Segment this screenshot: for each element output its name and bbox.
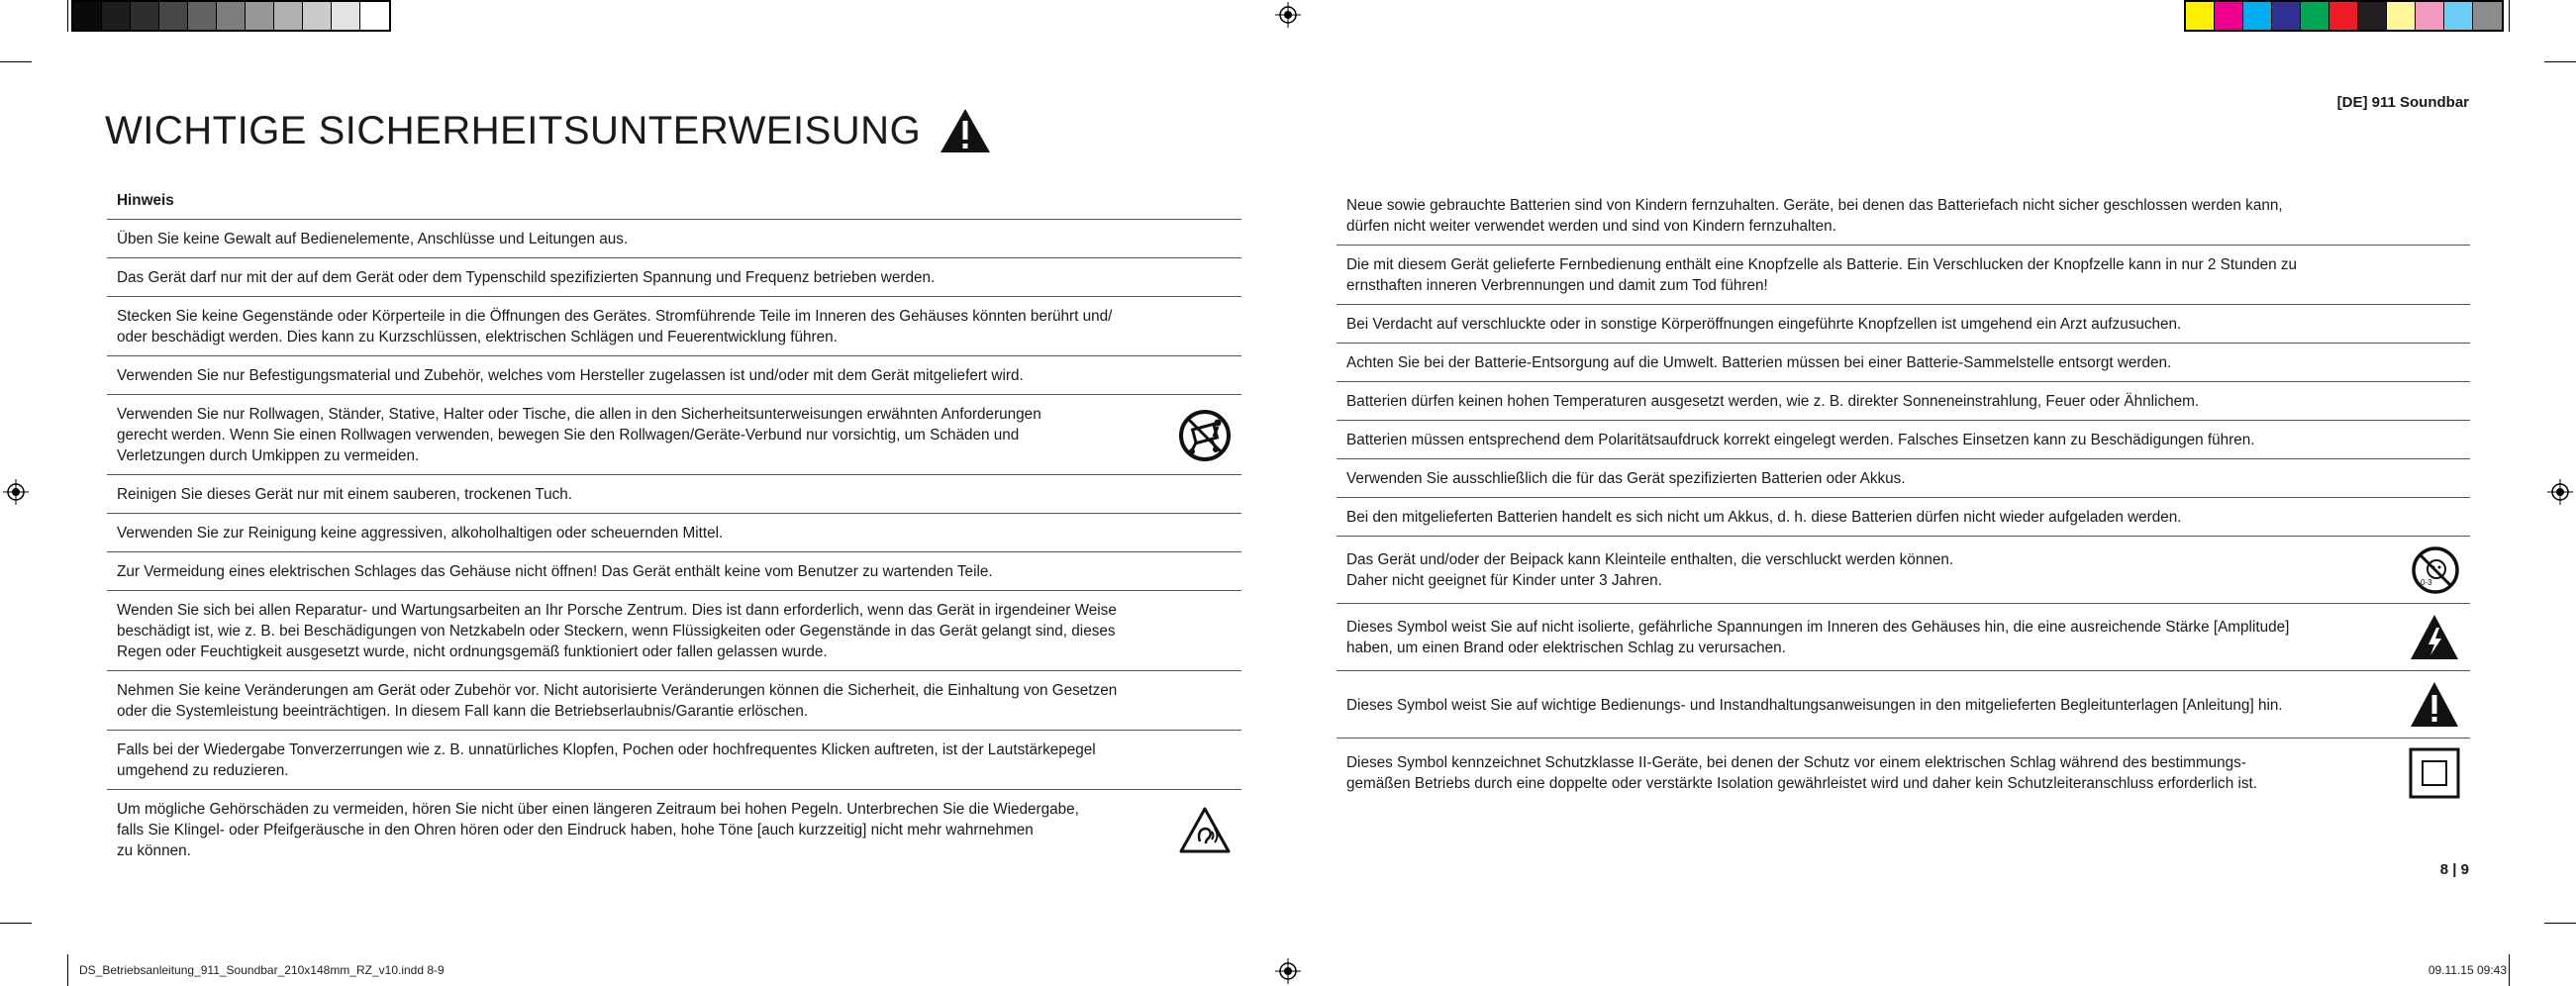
table-row [1337,739,2470,807]
row-text: Dieses Symbol weist Sie auf nicht isolierte, gefährliche Spannungen im Inneren des Gehäuses hin, die eine ausreichende Stärke [Amplitude] haben, um einen Brand oder elektrischen Schlag zu verursachen. [1346,619,2290,656]
crop-mark [0,923,32,924]
color-swatch [2387,2,2416,30]
table-row [107,514,1241,552]
print-file-slug: DS_Betriebsanleitung_911_Soundbar_210x148mm_RZ_v10.indd 8-9 [79,963,445,977]
row-text: Verwenden Sie nur Befestigungsmaterial und Zubehör, welches vom Hersteller zugelassen ist und/oder mit dem Gerät mitgeliefert wird. [117,367,1024,384]
row-text: Bei Verdacht auf verschluckte oder in sonstige Körperöffnungen eingeführte Knopfzellen ist umgehend ein Arzt aufzusuchen. [1346,316,2182,333]
row-text: Neue sowie gebrauchte Batterien sind von Kindern fernzuhalten. Geräte, bei denen das Batteriefach nicht sicher geschlossen werden kann, dürfen nicht weiter verwendet werden und sind von Kindern fernzuhalten. [1346,197,2283,235]
page-title [105,107,992,154]
row-text: Das Gerät darf nur mit der auf dem Gerät oder dem Typenschild spezifizierten Spannung und Frequenz betrieben werden. [117,269,936,286]
gray-swatch-strip [71,0,391,32]
print-date-stamp: 09.11.15 09:43 [2427,963,2507,977]
color-swatch [2358,2,2387,30]
table-row [1337,186,2470,246]
crop-mark [2509,0,2510,32]
table-row [107,731,1241,790]
color-swatch [246,2,274,30]
crop-mark [2544,923,2576,924]
row-text: Verwenden Sie zur Reinigung keine aggressiven, alkoholhaltigen oder scheuernden Mittel. [117,525,724,542]
table-row [1337,382,2470,421]
table-row [107,790,1241,869]
row-text: Reinigen Sie dieses Gerät nur mit einem sauberen, trockenen Tuch. [117,486,573,503]
age-symbol-label: 0-3 [2421,578,2432,587]
row-text: Verwenden Sie ausschließlich die für das Gerät spezifizierten Batterien oder Akkus. [1346,470,1906,487]
color-swatch [2329,2,2358,30]
row-text: Üben Sie keine Gewalt auf Bedienelemente, Anschlüsse und Leitungen aus. [117,231,629,247]
hearing-damage-warning-icon [1178,806,1232,855]
warning-exclamation-icon [2409,680,2460,730]
crop-mark [2544,61,2576,62]
registration-mark-icon [1275,2,1301,28]
row-text: Batterien müssen entsprechend dem Polaritätsaufdruck korrekt eingelegt werden. Falsches Einsetzen kann zu Beschädigungen führen. [1346,432,2255,448]
document-header-label: [DE] 911 Soundbar [2336,94,2469,111]
color-swatch [2243,2,2272,30]
table-row [107,220,1241,258]
color-swatch [159,2,188,30]
row-text: Batterien dürfen keinen hohen Temperaturen ausgesetzt werden, wie z. B. direkter Sonneneinstrahlung, Feuer oder Ähnlichem. [1346,393,2200,410]
color-swatch [188,2,217,30]
table-row [107,552,1241,591]
table-row [1337,344,2470,382]
color-swatch-strip [2184,0,2504,32]
row-text: Um mögliche Gehörschäden zu vermeiden, hören Sie nicht über einen längeren Zeitraum bei hohen Pegeln. Unterbrechen Sie die Wiedergabe, falls Sie Klingel- oder Pfeifgeräusche in den Ohren hören oder den Eindruck haben, hohe Töne [auch kurzzeitig] nicht mehr wahrnehmen zu können. [117,801,1079,859]
color-swatch [217,2,246,30]
row-text: Dieses Symbol weist Sie auf wichtige Bedienungs- und Instandhaltungsanweisungen in den mitgelieferten Begleitunterlagen [Anleitung] hin. [1346,696,2283,714]
row-text: Wenden Sie sich bei allen Reparatur- und Wartungsarbeiten an Ihr Porsche Zentrum. Dies ist dann erforderlich, wenn das Gerät in irgendeiner Weise beschädigt ist, wie z. B. bei Beschädigungen von Netzkabeln oder Steckern, wenn Flüssigkeiten oder Gegenstände in das Gerät gelangt sind, dieses Regen oder Feuchtigkeit ausgesetzt wurde, nicht ordnungsgemäß funktioniert oder fallen gelassen wurde. [117,602,1117,660]
table-row [1337,537,2470,604]
row-text: Dieses Symbol kennzeichnet Schutzklasse II-Geräte, bei denen der Schutz vor einem elektrischen Schlag während des bestimmungs- gemäßen Betriebs durch eine doppelte oder verstärkte Isolation gewährleistet wird und daher kein Schutzleiteranschluss erforderlich ist. [1346,754,2258,792]
table-row [107,395,1241,475]
crop-mark [2509,954,2510,986]
safety-notes-table-left [107,186,1241,869]
warning-icon [939,107,992,154]
electric-shock-warning-icon [2409,613,2460,662]
row-text: Das Gerät und/oder der Beipack kann Kleinteile enthalten, die verschluckt werden können. Daher nicht geeignet für Kinder unter 3 Jahren. [1346,551,1954,589]
cart-tip-over-warning-icon [1178,409,1232,462]
row-text: Falls bei der Wiedergabe Tonverzerrungen wie z. B. unnatürliches Klopfen, Pochen oder hochfrequentes Klicken auftreten, ist der Lautstärkepegel umgehend zu reduzieren. [117,741,1096,779]
row-text: Verwenden Sie nur Rollwagen, Ständer, Stative, Halter oder Tische, die allen in den Sicherheitsunterweisungen erwähnten Anforderungen gerecht werden. Wenn Sie einen Rollwagen verwenden, bewegen Sie den Rollwagen/Geräte-Verbund nur vorsichtig, um Schäden und Verletzungen durch Umkippen zu vermeiden. [117,406,1041,464]
crop-mark [67,954,68,986]
table-row [107,297,1241,356]
table-row [1337,498,2470,537]
color-swatch [2272,2,2301,30]
table-row [107,671,1241,731]
registration-mark-icon [1275,958,1301,984]
color-swatch [303,2,332,30]
color-swatch [2416,2,2444,30]
table-row [1337,671,2470,739]
color-swatch [2301,2,2329,30]
safety-notes-table-right [1337,186,2470,807]
row-text: Nehmen Sie keine Veränderungen am Gerät oder Zubehör vor. Nicht autorisierte Veränderungen können die Sicherheit, die Einhaltung von Gesetzen oder die Systemleistung beeinträchtigen. In diesem Fall kann die Betriebserlaubnis/Garantie erlöschen. [117,682,1118,720]
row-text: Achten Sie bei der Batterie-Entsorgung auf die Umwelt. Batterien müssen bei einer Batterie-Sammelstelle entsorgt werden. [1346,354,2172,371]
color-swatch [2215,2,2243,30]
color-swatch [2444,2,2473,30]
color-swatch [102,2,131,30]
table-row [107,475,1241,514]
color-swatch [360,2,389,30]
registration-mark-icon [3,479,29,505]
row-text: Bei den mitgelieferten Batterien handelt es sich nicht um Akkus, d. h. diese Batterien dürfen nicht wieder aufgeladen werden. [1346,509,2182,526]
crop-mark [67,0,68,32]
table-row [1337,421,2470,459]
table-row [107,258,1241,297]
table-row [1337,246,2470,305]
table-row [1337,604,2470,671]
registration-mark-icon [2547,479,2573,505]
color-swatch [73,2,102,30]
page-title-text: WICHTIGE SICHERHEITSUNTERWEISUNG [105,108,922,152]
table-row [107,356,1241,395]
page-number: 8 | 9 [2439,861,2469,878]
row-text: Stecken Sie keine Gegenstände oder Körperteile in die Öffnungen des Gerätes. Stromführende Teile im Inneren des Gehäuses könnten berührt und/ oder beschädigt werden. Dies kann zu Kurzschlüssen, elektrischen Schlägen und Feuerentwicklung führen. [117,308,1113,345]
table-row [1337,305,2470,344]
color-swatch [2186,2,2215,30]
color-swatch [131,2,159,30]
color-swatch [2473,2,2502,30]
color-swatch [274,2,303,30]
crop-mark [0,61,32,62]
row-text: Die mit diesem Gerät gelieferte Fernbedienung enthält eine Knopfzelle als Batterie. Ein Verschlucken der Knopfzelle kann in nur 2 Stunden zu ernsthaften inneren Verbrennungen und damit zum Tod führen! [1346,256,2298,294]
table-row [107,591,1241,671]
protection-class-ii-icon [2409,747,2460,799]
color-swatch [332,2,360,30]
table-row [1337,459,2470,498]
table-heading: Hinweis [117,192,174,209]
row-text: Zur Vermeidung eines elektrischen Schlages das Gehäuse nicht öffnen! Das Gerät enthält keine vom Benutzer zu wartenden Teile. [117,563,993,580]
table-heading-row [107,186,1241,220]
age-restriction-icon [2411,545,2460,595]
